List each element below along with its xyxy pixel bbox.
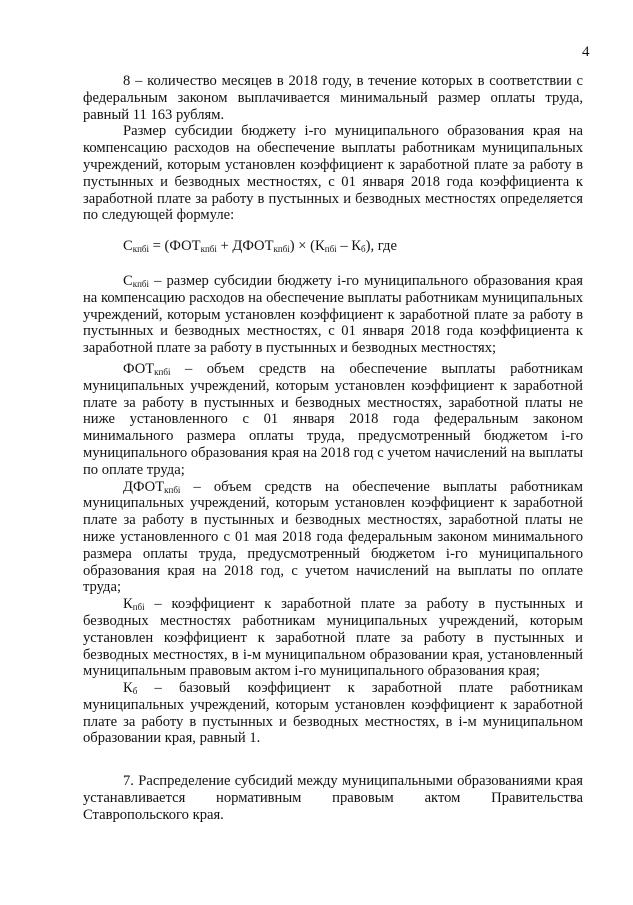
definition-coefficient-pb: $К_{пбi}$ – коэффициент к заработной плате за работу в пустынных и безводных местностях работникам муниципальных учреждений, которым установлен коэффициент к заработной плате за работу в пустынных и безводных местностях, в i-м муниципальном образовании края, установленный муниципальным правовым актом i-го муниципального образования края; (83, 596, 583, 680)
definition-base-coefficient: $К_б$ – базовый коэффициент к заработной плате работникам муниципальных учреждений, которым установлен коэффициент к заработной плате за работу в пустынных и безводных местностях, в i-м муниципальном образовании края, равный 1. (83, 680, 583, 747)
paragraph-subsidy-size: Размер субсидии бюджету i-го муниципального образования края на компенсацию расходов на обеспечение выплаты работникам муниципальных учреждений, которым установлен коэффициент к заработной плате за работу в пустынных и безводных местностях, с 01 января 2018 года коэффициента к заработной плате за работу в пустынных и безводных местностях определяется по следующей формуле: (83, 123, 583, 224)
section-7-distribution: 7. Распределение субсидий между муниципальными образованиями края устанавливается нормативным правовым актом Правительства Ставропольского края. (83, 773, 583, 823)
page-number: 4 (582, 44, 590, 60)
paragraph-months: 8 – количество месяцев в 2018 году, в течение которых в соответствии с федеральным законом выплачивается минимальный размер оплаты труда, равный 11 163 рублям. (83, 73, 583, 123)
definition-subsidy: $С_{кпбi}$ – размер субсидии бюджету i-го муниципального образования края на компенсацию расходов на обеспечение выплаты работникам муниципальных учреждений, которым установлен коэффициент к заработной плате за работу в пустынных и безводных местностях, с 01 января 2018 года коэффициента к заработной плате за работу в пустынных и безводных местностях; (83, 272, 583, 357)
document-body (83, 73, 583, 824)
subsidy-formula: $С_{кпбi} = (ФОТ_{кпбi}$ + $ДФОТ_{кпбi}) \times (К_{пбi} - К_б)$, где (123, 238, 397, 255)
definition-fot: $ФОТ_{кпбi}$ – объем средств на обеспечение выплаты работникам муниципальных учреждений, которым установлен коэффициент к заработной плате за работу в пустынных и безводных местностях, заработной платы не ниже установленного с 01 января 2018 года федеральным законом минимального размера оплаты труда, предусмотренный бюджетом i-го муниципального образования края на 2018 год с учетом начислений на выплаты по оплате труда; (83, 360, 583, 478)
definition-dfot: $ДФОТ_{кпбi}$ – объем средств на обеспечение выплаты работникам муниципальных учреждений, которым установлен коэффициент к заработной плате за работу в пустынных и безводных местностях, заработной платы не ниже установленного с 01 мая 2018 года федеральным законом минимального размера оплаты труда, предусмотренный бюджетом i-го муниципального образования края на 2018 год, с учетом начислений на выплаты по оплате труда; (83, 478, 583, 596)
